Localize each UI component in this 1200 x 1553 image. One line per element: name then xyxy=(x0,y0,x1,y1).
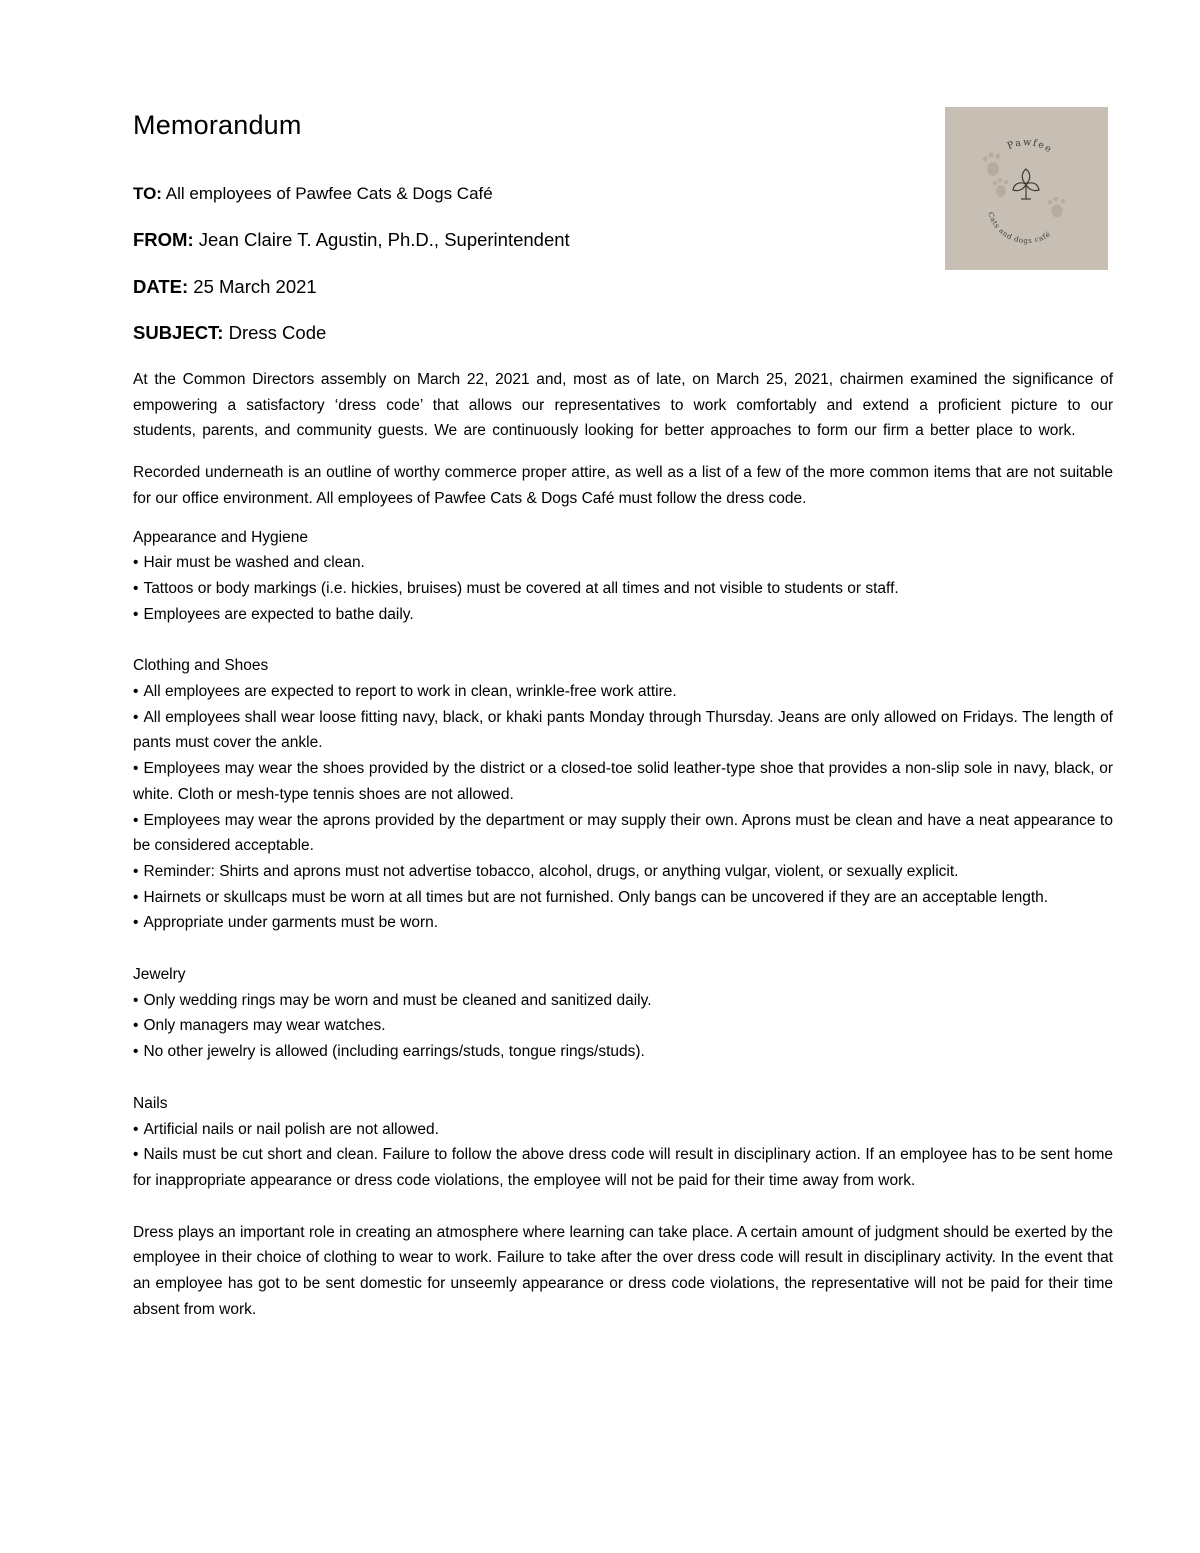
list-item: • All employees are expected to report to work in clean, wrinkle-free work attire. xyxy=(133,683,677,701)
list-item: • Tattoos or body markings (i.e. hickies, bruises) must be covered at all times and not visible to students or staff. xyxy=(133,579,899,597)
logo-text-bottom: Cats and dogs café xyxy=(986,211,1053,246)
list-item: • All employees shall wear loose fitting navy, black, or khaki pants Monday through Thursday. Jeans are only allowed on Fridays. The length of pants must cover the ankle. xyxy=(133,708,1113,752)
list-item: • No other jewelry is allowed (including earrings/studs, tongue rings/studs). xyxy=(133,1043,645,1061)
list-item: • Appropriate under garments must be worn. xyxy=(133,914,439,932)
date-label: DATE: xyxy=(133,276,189,297)
bullet-icon: • xyxy=(133,811,139,829)
bullet-icon: • xyxy=(133,683,139,701)
memo-body xyxy=(133,367,1113,1323)
section-heading: Clothing and Shoes xyxy=(133,657,269,675)
section-jewelry xyxy=(133,962,1113,1065)
bullet-icon: • xyxy=(133,554,139,572)
to-value: All employees of Pawfee Cats & Dogs Café xyxy=(165,184,493,203)
subject-value: Dress Code xyxy=(228,322,327,343)
list-item: • Employees may wear the aprons provided by the department or may supply their own. Aprons must be clean and have a neat appearance to be considered acceptable. xyxy=(133,811,1113,855)
list-item: • Only wedding rings may be worn and must be cleaned and sanitized daily. xyxy=(133,991,652,1009)
list-item: • Artificial nails or nail polish are not allowed. xyxy=(133,1120,439,1138)
svg-text:Cats and dogs café xyxy=(986,211,1052,245)
company-logo xyxy=(945,107,1108,270)
list-item: • Nails must be cut short and clean. Failure to follow the above dress code will result in disciplinary action. If an employee has to be sent home for inappropriate appearance or dress code violations, the employee will not be paid for their time away from work. xyxy=(133,1146,1113,1189)
bullet-icon: • xyxy=(133,579,139,597)
bullet-icon: • xyxy=(133,862,139,880)
logo-text-top: Pawfee xyxy=(1005,137,1055,156)
memo-to-line xyxy=(133,184,493,204)
outline-paragraph: Recorded underneath is an outline of worthy commerce proper attire, as well as a list of a few of the more common items that are not suitable for our office environment. All employees of Pawfee Cats & Dogs Café must follow the dress code. xyxy=(133,464,1113,507)
bullet-icon: • xyxy=(133,1043,139,1061)
subject-label: SUBJECT: xyxy=(133,322,224,343)
memo-title: Memorandum xyxy=(133,110,302,140)
bullet-icon: • xyxy=(133,888,139,906)
bullet-icon: • xyxy=(133,1146,139,1164)
section-heading: Appearance and Hygiene xyxy=(133,528,308,546)
bullet-icon: • xyxy=(133,991,139,1009)
from-value: Jean Claire T. Agustin, Ph.D., Superintendent xyxy=(198,229,570,250)
bullet-icon: • xyxy=(133,605,139,623)
closing-paragraph: Dress plays an important role in creating an atmosphere where learning can take place. A certain amount of judgment should be exerted by the employee in their choice of clothing to wear to work. Failure to take after the over dress code will result in disciplinary activity. In the event that an employee has got to be sent domestic for unseemly appearance or dress code violations, the representative will not be paid for their time absent from work. xyxy=(133,1223,1113,1318)
bullet-icon: • xyxy=(133,1017,139,1035)
memo-subject-line xyxy=(133,322,326,344)
section-heading: Jewelry xyxy=(133,966,186,984)
section-appearance-hygiene xyxy=(133,525,1113,628)
section-heading: Nails xyxy=(133,1094,168,1112)
bullet-icon: • xyxy=(133,708,139,726)
svg-text:Pawfee xyxy=(1006,137,1055,156)
list-item: • Reminder: Shirts and aprons must not advertise tobacco, alcohol, drugs, or anything vulgar, violent, or sexually explicit. xyxy=(133,862,959,880)
memo-from-line xyxy=(133,229,570,251)
list-item: • Employees are expected to bathe daily. xyxy=(133,605,414,623)
list-item: • Only managers may wear watches. xyxy=(133,1017,386,1035)
bullet-icon: • xyxy=(133,1120,139,1138)
paw-leaf-emblem-icon xyxy=(945,107,1108,270)
date-value: 25 March 2021 xyxy=(193,276,317,297)
bullet-icon: • xyxy=(133,914,139,932)
intro-paragraph: At the Common Directors assembly on March 22, 2021 and, most as of late, on March 25, 2021, chairmen examined the significance of empowering a satisfactory ‘dress code’ that allows our representatives to work comfortably and extend a proficient picture to our students, parents, and community guests. We are continuously looking for better approaches to form our firm a better place to work. xyxy=(133,371,1113,440)
memo-date-line xyxy=(133,276,317,298)
from-label: FROM: xyxy=(133,229,194,250)
to-label: TO: xyxy=(133,184,162,203)
list-item: • Employees may wear the shoes provided by the district or a closed-toe solid leather-type shoe that provides a non-slip sole in navy, black, or white. Cloth or mesh-type tennis shoes are not allowed. xyxy=(133,760,1113,803)
bullet-icon: • xyxy=(133,760,139,778)
list-item: • Hairnets or skullcaps must be worn at all times but are not furnished. Only bangs can be uncovered if they are an acceptable length. xyxy=(133,888,1049,906)
section-nails xyxy=(133,1091,1113,1194)
list-item: • Hair must be washed and clean. xyxy=(133,554,365,572)
section-clothing-shoes xyxy=(133,653,1113,936)
